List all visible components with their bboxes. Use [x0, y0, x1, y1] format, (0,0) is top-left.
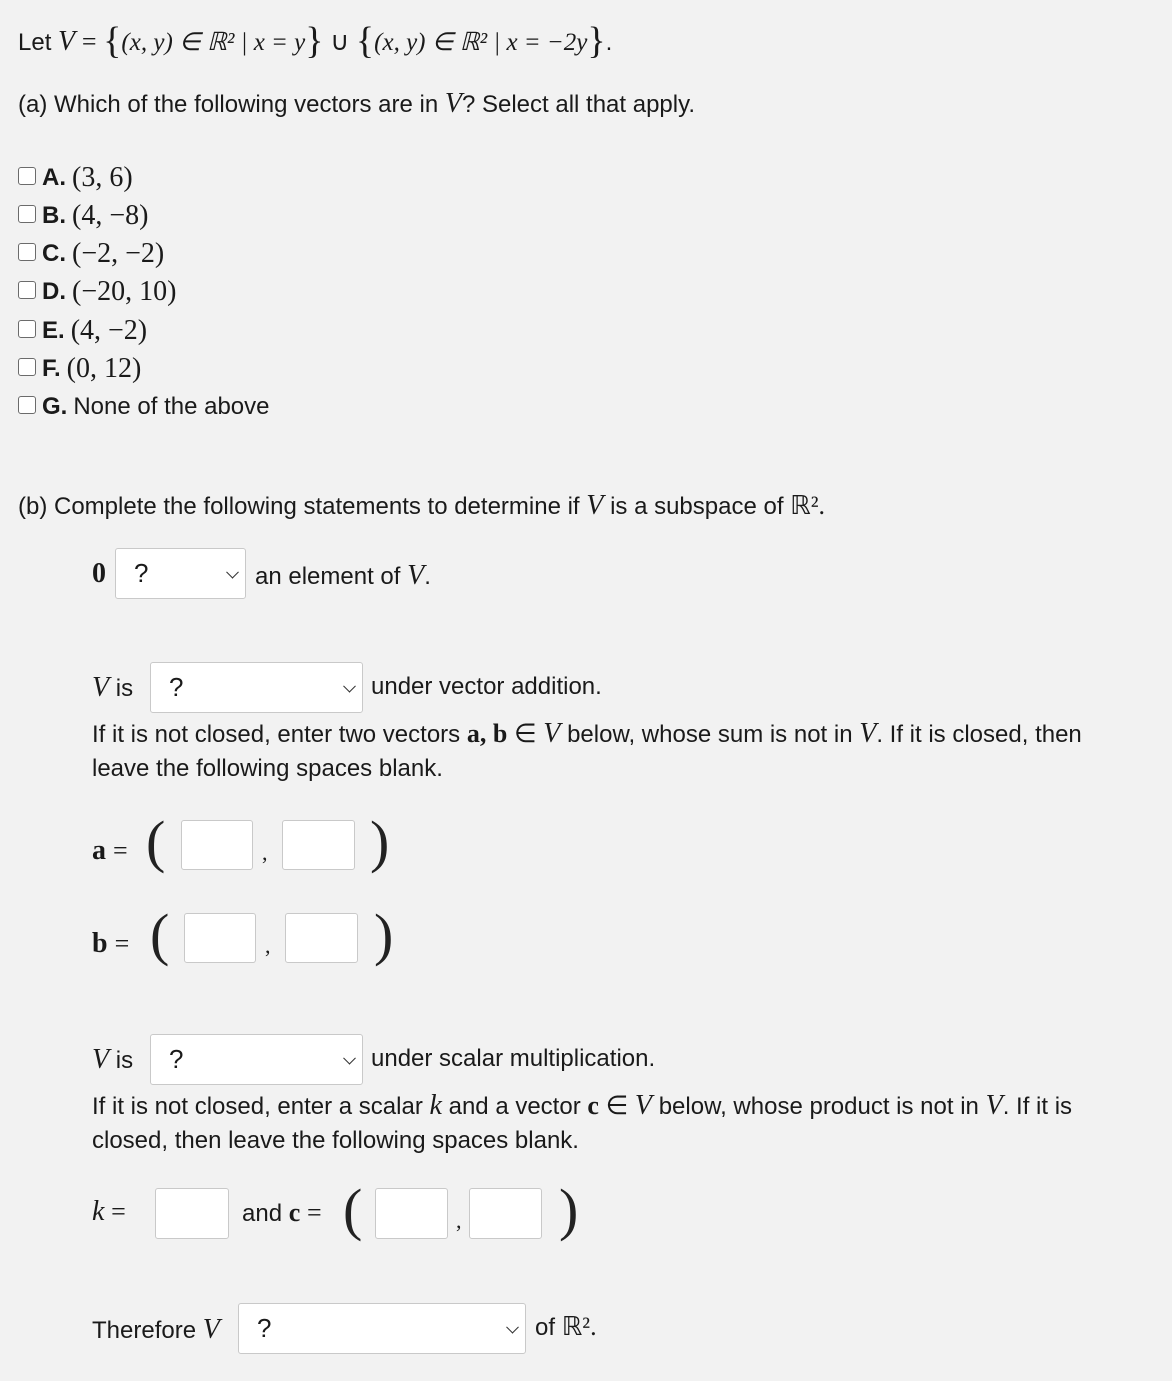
vector-b-label: [92, 928, 129, 960]
union-symbol: ∪: [330, 27, 350, 56]
set-name: V: [634, 1090, 653, 1121]
option-e[interactable]: [18, 315, 147, 347]
scalar-k: k: [429, 1090, 442, 1121]
scalar-suffix: under scalar multiplication.: [371, 1045, 656, 1072]
chevron-down-icon: [226, 565, 239, 578]
right-brace: }: [305, 20, 324, 62]
select-value: ?: [257, 1313, 272, 1343]
zero-membership-select[interactable]: [115, 548, 246, 599]
vector-a-x-input[interactable]: [181, 820, 253, 870]
option-value: (0, 12): [66, 353, 142, 384]
info-text: and a vector: [448, 1093, 581, 1120]
chevron-down-icon: [343, 1051, 356, 1064]
vector-c-y-input[interactable]: [469, 1188, 542, 1239]
option-d[interactable]: [18, 276, 176, 308]
intro-text: (b) Complete the following statements to determine if: [18, 493, 580, 520]
chevron-down-icon: [506, 1320, 519, 1333]
part-a-question: [18, 88, 695, 120]
addition-prefix: [92, 672, 133, 704]
set-name: V: [586, 490, 604, 521]
option-value: (4, −8): [72, 200, 149, 231]
option-letter: B.: [42, 202, 66, 229]
part-b-intro: [18, 490, 825, 522]
problem-statement: [18, 16, 612, 60]
scalar-k-input[interactable]: [155, 1188, 229, 1239]
option-letter: F.: [42, 355, 61, 382]
equals-sign: =: [306, 1198, 322, 1227]
right-paren: ): [370, 809, 390, 874]
select-value: ?: [169, 672, 184, 702]
option-b[interactable]: [18, 200, 148, 232]
right-paren: ): [374, 902, 394, 967]
vector-c: c: [587, 1091, 599, 1120]
vector-a-label: [92, 835, 128, 867]
option-f[interactable]: [18, 353, 141, 385]
addition-suffix: under vector addition.: [371, 673, 602, 700]
intro-mid: is a subspace of: [610, 493, 784, 520]
addition-instructions-line-1: [92, 718, 1082, 750]
zero-vector: 0: [92, 558, 106, 589]
info-text: . If it is: [1002, 1093, 1073, 1120]
checkbox-e[interactable]: [18, 320, 36, 338]
option-c[interactable]: [18, 238, 164, 270]
question-text: (a) Which of the following vectors are in: [18, 91, 439, 118]
equals-sign: =: [114, 929, 130, 958]
vector-c-x-input[interactable]: [375, 1188, 448, 1239]
element-of-symbol: ∈: [513, 719, 537, 748]
set-name: V: [92, 672, 110, 703]
right-paren: ): [559, 1177, 579, 1242]
option-value: None of the above: [73, 393, 270, 420]
set-name: V: [407, 560, 425, 591]
label-k: k: [92, 1196, 105, 1227]
label-c: c: [288, 1198, 301, 1227]
right-brace: }: [587, 20, 606, 62]
option-letter: A.: [42, 164, 66, 191]
set-name: V: [202, 1314, 220, 1345]
scalar-closure-select[interactable]: [150, 1034, 363, 1085]
checkbox-a[interactable]: [18, 167, 36, 185]
subspace-conclusion-select[interactable]: [238, 1303, 526, 1354]
addition-instructions-line-2: leave the following spaces blank.: [92, 755, 443, 782]
scalar-k-label: [92, 1196, 126, 1228]
vector-c-label: [242, 1198, 322, 1228]
of-text: of: [535, 1314, 556, 1341]
set-name: V: [543, 718, 561, 749]
checkbox-g[interactable]: [18, 396, 36, 414]
left-brace: {: [355, 20, 375, 62]
suffix-text: an element of: [255, 563, 401, 590]
info-text: If it is not closed, enter a scalar: [92, 1093, 423, 1120]
therefore-text: Therefore: [92, 1317, 197, 1344]
period: .: [424, 563, 431, 590]
set-two: (x, y) ∈ ℝ² | x = −2y: [374, 29, 588, 56]
info-text: . If it is closed, then: [876, 721, 1082, 748]
scalar-instructions-line-1: [92, 1090, 1072, 1122]
set-name: V: [92, 1044, 110, 1075]
option-value: (−20, 10): [72, 276, 177, 307]
scalar-instructions-line-2: closed, then leave the following spaces blank.: [92, 1127, 579, 1154]
left-paren: (: [343, 1177, 363, 1242]
scalar-prefix: [92, 1044, 133, 1076]
zero-suffix: [255, 560, 431, 592]
option-letter: E.: [42, 317, 65, 344]
info-text: If it is not closed, enter two vectors: [92, 721, 461, 748]
comma: ,: [262, 840, 268, 865]
and-text: and: [242, 1200, 283, 1227]
vector-b-x-input[interactable]: [184, 913, 256, 963]
therefore-prefix: [92, 1314, 220, 1346]
info-text: below, whose product is not in: [658, 1093, 979, 1120]
chevron-down-icon: [343, 679, 356, 692]
label-a: a: [92, 835, 106, 866]
option-letter: D.: [42, 278, 66, 305]
equals-sign: =: [113, 836, 128, 865]
left-brace: {: [103, 20, 122, 62]
let-text: Let: [18, 29, 52, 56]
comma: ,: [265, 933, 271, 958]
option-value: (3, 6): [72, 162, 133, 193]
element-of-symbol: ∈: [605, 1091, 629, 1120]
comma: ,: [456, 1208, 462, 1233]
option-letter: G.: [42, 393, 68, 420]
question-end: ? Select all that apply.: [461, 91, 695, 118]
checkbox-d[interactable]: [18, 281, 36, 299]
set-one: (x, y) ∈ ℝ² | x = y: [121, 29, 306, 56]
checkbox-b[interactable]: [18, 205, 36, 223]
select-value: ?: [134, 558, 149, 588]
addition-closure-select[interactable]: [150, 662, 363, 713]
is-text: is: [115, 1047, 134, 1074]
info-text: below, whose sum is not in: [567, 721, 853, 748]
left-paren: (: [150, 902, 170, 967]
is-text: is: [115, 675, 134, 702]
label-b: b: [92, 928, 108, 959]
equals-sign: =: [81, 27, 97, 56]
r2-symbol: ℝ².: [561, 1312, 597, 1341]
checkbox-c[interactable]: [18, 243, 36, 261]
option-value: (−2, −2): [72, 238, 165, 269]
vector-b-y-input[interactable]: [285, 913, 358, 963]
period: .: [605, 29, 613, 56]
set-name: V: [58, 26, 76, 57]
r2-symbol: ℝ².: [790, 491, 826, 520]
set-name: V: [985, 1090, 1003, 1121]
therefore-suffix: [535, 1312, 597, 1342]
checkbox-f[interactable]: [18, 358, 36, 376]
vectors-ab: a, b: [466, 719, 508, 748]
equals-sign: =: [111, 1197, 126, 1226]
set-name: V: [859, 718, 877, 749]
select-value: ?: [169, 1044, 184, 1074]
left-paren: (: [146, 809, 166, 874]
vector-a-y-input[interactable]: [282, 820, 355, 870]
set-name: V: [444, 88, 462, 119]
option-g[interactable]: [18, 393, 270, 421]
option-letter: C.: [42, 240, 66, 267]
option-value: (4, −2): [70, 315, 148, 346]
option-a[interactable]: [18, 162, 133, 194]
